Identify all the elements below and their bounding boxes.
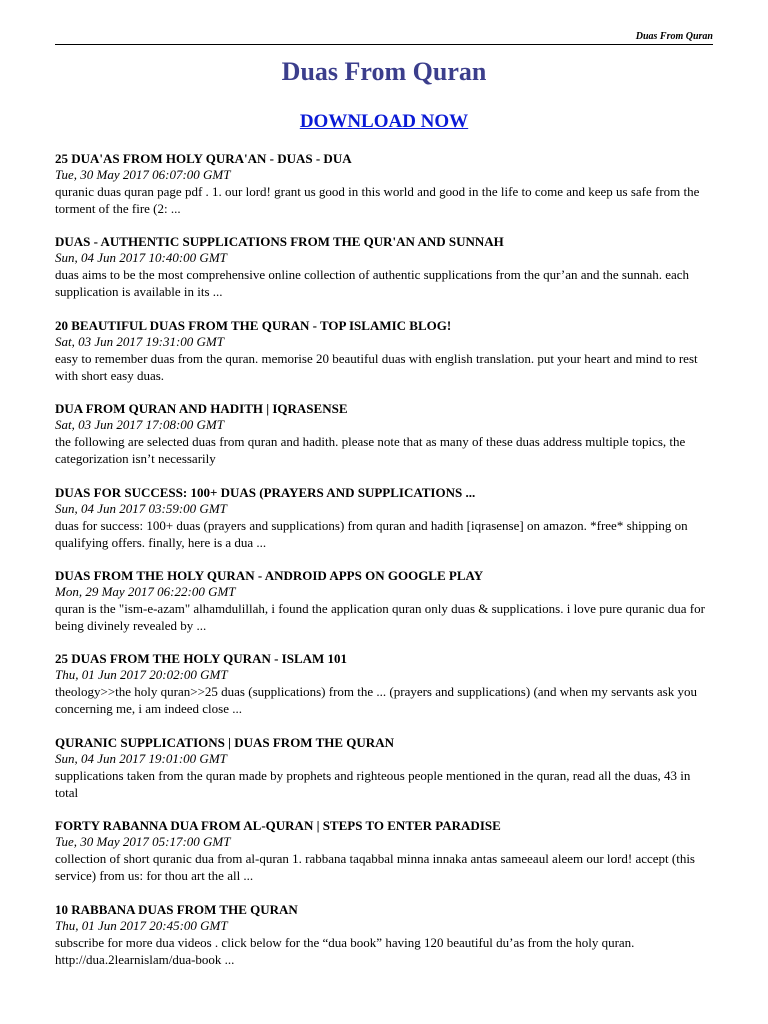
entry-date: Thu, 01 Jun 2017 20:45:00 GMT	[55, 917, 228, 933]
result-list	[55, 150, 713, 984]
entry-snippet: duas aims to be the most comprehensive online collection of authentic supplications from the qur’an and the sunnah. each supplication is available in its ...	[55, 267, 690, 300]
list-item	[55, 734, 713, 817]
entry-title[interactable]: 25 DUA'AS FROM HOLY QURA'AN - DUAS - DUA	[55, 151, 352, 166]
entry-title[interactable]: FORTY RABANNA DUA FROM AL-QURAN | STEPS TO ENTER PARADISE	[55, 818, 501, 834]
entry-title[interactable]: 25 DUAS FROM THE HOLY QURAN - ISLAM 101	[55, 651, 348, 667]
entry-date: Tue, 30 May 2017 05:17:00 GMT	[55, 834, 231, 850]
entry-snippet: quran is the "ism-e-azam" alhamdulillah, i found the application quran only duas & supplications. i love pure quranic dua for being divinely revealed by ...	[55, 600, 705, 633]
list-item	[55, 317, 713, 400]
running-header: Duas From Quran	[635, 31, 713, 42]
entry-snippet: duas for success: 100+ duas (prayers and supplications) from quran and hadith [iqrasense] on amazon. *free* shipping on qualifying offers. finally, here is a dua ...	[55, 517, 688, 550]
entry-date: Sat, 03 Jun 2017 19:31:00 GMT	[55, 333, 224, 349]
header-rule	[55, 44, 713, 45]
entry-date: Sun, 04 Jun 2017 19:01:00 GMT	[55, 750, 227, 766]
list-item	[55, 484, 713, 567]
entry-title[interactable]: DUAS - AUTHENTIC SUPPLICATIONS FROM THE QUR'AN AND SUNNAH	[55, 234, 504, 250]
entry-snippet: quranic duas quran page pdf . 1. our lord! grant us good in this world and good in the life to come and keep us safe from the torment of the fire (2: ...	[55, 184, 700, 216]
entry-snippet: supplications taken from the quran made by prophets and righteous people mentioned in the quran, read all the duas, 43 in total	[55, 767, 691, 800]
entry-title[interactable]: 10 RABBANA DUAS FROM THE QURAN	[55, 901, 298, 917]
entry-snippet: the following are selected duas from quran and hadith. please note that as many of these duas address multiple topics, the categorization isn’t necessarily	[55, 434, 686, 467]
list-item	[55, 650, 713, 733]
entry-date: Thu, 01 Jun 2017 20:02:00 GMT	[55, 667, 228, 683]
entry-snippet: easy to remember duas from the quran. memorise 20 beautiful duas with english translation. put your heart and mind to rest with short easy duas.	[55, 350, 698, 383]
entry-date: Mon, 29 May 2017 06:22:00 GMT	[55, 583, 236, 599]
list-item	[55, 901, 713, 984]
entry-snippet: collection of short quranic dua from al-quran 1. rabbana taqabbal minna innaka antas sameeaul aleem our lord! accept (this service) from us: for thou art the all ...	[55, 851, 695, 884]
list-item	[55, 233, 713, 316]
entry-date: Sun, 04 Jun 2017 10:40:00 GMT	[55, 250, 227, 266]
list-item	[55, 400, 713, 483]
entry-title[interactable]: DUAS FOR SUCCESS: 100+ DUAS (PRAYERS AND SUPPLICATIONS ...	[55, 484, 476, 500]
page-title: Duas From Quran	[281, 57, 487, 86]
entry-title[interactable]: DUA FROM QURAN AND HADITH | IQRASENSE	[55, 401, 348, 417]
download-now-link[interactable]: DOWNLOAD NOW	[299, 111, 469, 132]
list-item	[55, 567, 713, 650]
entry-title[interactable]: 20 BEAUTIFUL DUAS FROM THE QURAN - TOP ISLAMIC BLOG!	[55, 317, 452, 333]
entry-date: Sun, 04 Jun 2017 03:59:00 GMT	[55, 500, 227, 516]
entry-date: Sat, 03 Jun 2017 17:08:00 GMT	[55, 417, 224, 433]
download-section	[55, 111, 713, 133]
list-item	[55, 150, 713, 233]
entry-date: Tue, 30 May 2017 06:07:00 GMT	[55, 167, 231, 182]
entry-snippet: theology>>the holy quran>>25 duas (supplications) from the ... (prayers and supplications) (and when my servants ask you concerning me, i am indeed close ...	[55, 684, 697, 717]
entry-snippet: subscribe for more dua videos . click below for the “dua book” having 120 beautiful du’as from the holy quran. http://dua.2learnislam/dua-book ...	[55, 934, 635, 967]
entry-title[interactable]: DUAS FROM THE HOLY QURAN - ANDROID APPS ON GOOGLE PLAY	[55, 567, 484, 583]
list-item	[55, 817, 713, 900]
entry-title[interactable]: QURANIC SUPPLICATIONS | DUAS FROM THE QURAN	[55, 734, 394, 750]
